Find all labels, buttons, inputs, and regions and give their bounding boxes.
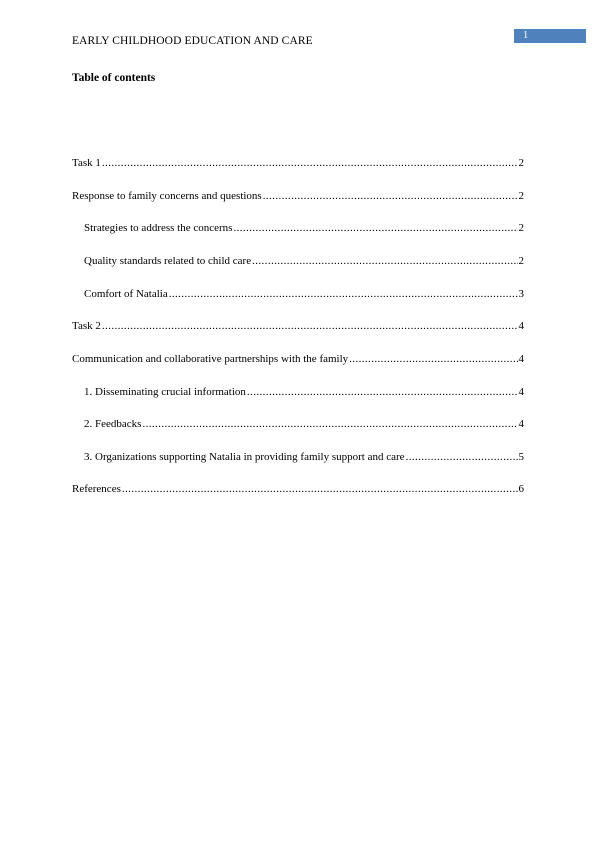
toc-entry-label: Task 2: [72, 320, 101, 332]
toc-entry-page: 4: [518, 320, 524, 332]
toc-dot-leader: [233, 221, 517, 235]
toc-dot-leader: [102, 156, 518, 170]
page-number-badge: 1: [514, 29, 586, 43]
toc-entry-page: 3: [518, 288, 524, 300]
toc-entry-label: 3. Organizations supporting Natalia in providing family support and care: [84, 451, 405, 463]
toc-entry-response-to-family-concerns[interactable]: [72, 189, 524, 203]
toc-dot-leader: [247, 385, 518, 399]
toc-entry-label: Response to family concerns and questions: [72, 190, 262, 202]
toc-entry-task-1[interactable]: [72, 156, 524, 170]
toc-entry-feedbacks[interactable]: [84, 417, 524, 431]
running-header-title: EARLY CHILDHOOD EDUCATION AND CARE: [72, 35, 313, 47]
toc-entry-page: 5: [518, 451, 524, 463]
toc-entry-page: 4: [518, 418, 524, 430]
toc-entry-disseminating-information[interactable]: [84, 385, 524, 399]
toc-heading: Table of contents: [72, 72, 156, 84]
toc-entry-label: References: [72, 483, 121, 495]
toc-entry-comfort-of-natalia[interactable]: [84, 287, 524, 301]
toc-entry-task-2[interactable]: [72, 319, 524, 333]
toc-entry-strategies[interactable]: [84, 221, 524, 235]
toc-dot-leader: [169, 287, 518, 301]
toc-entry-label: 2. Feedbacks: [84, 418, 142, 430]
toc-entry-page: 2: [518, 190, 524, 202]
toc-dot-leader: [102, 319, 518, 333]
toc-dot-leader: [406, 450, 518, 464]
toc-dot-leader: [252, 254, 517, 268]
toc-dot-leader: [349, 352, 517, 366]
toc-entry-label: Communication and collaborative partnerships with the family: [72, 353, 349, 365]
toc-entry-organizations-supporting[interactable]: [84, 450, 524, 464]
toc-dot-leader: [142, 417, 517, 431]
toc-entry-page: 4: [518, 353, 524, 365]
toc-entry-communication-partnerships[interactable]: [72, 352, 524, 366]
toc-entry-references[interactable]: [72, 482, 524, 496]
toc-entry-label: Strategies to address the concerns: [84, 222, 233, 234]
toc-entry-page: 4: [518, 386, 524, 398]
toc-entry-page: 6: [518, 483, 524, 495]
toc-entry-label: Quality standards related to child care: [84, 255, 252, 267]
toc-dot-leader: [263, 189, 518, 203]
toc-entry-page: 2: [518, 222, 524, 234]
toc-dot-leader: [122, 482, 518, 496]
toc-entry-label: Comfort of Natalia: [84, 288, 168, 300]
toc-entry-quality-standards[interactable]: [84, 254, 524, 268]
toc-entry-label: Task 1: [72, 157, 101, 169]
toc-entry-label: 1. Disseminating crucial information: [84, 386, 246, 398]
toc-entry-page: 2: [518, 157, 524, 169]
toc-entry-page: 2: [518, 255, 524, 267]
